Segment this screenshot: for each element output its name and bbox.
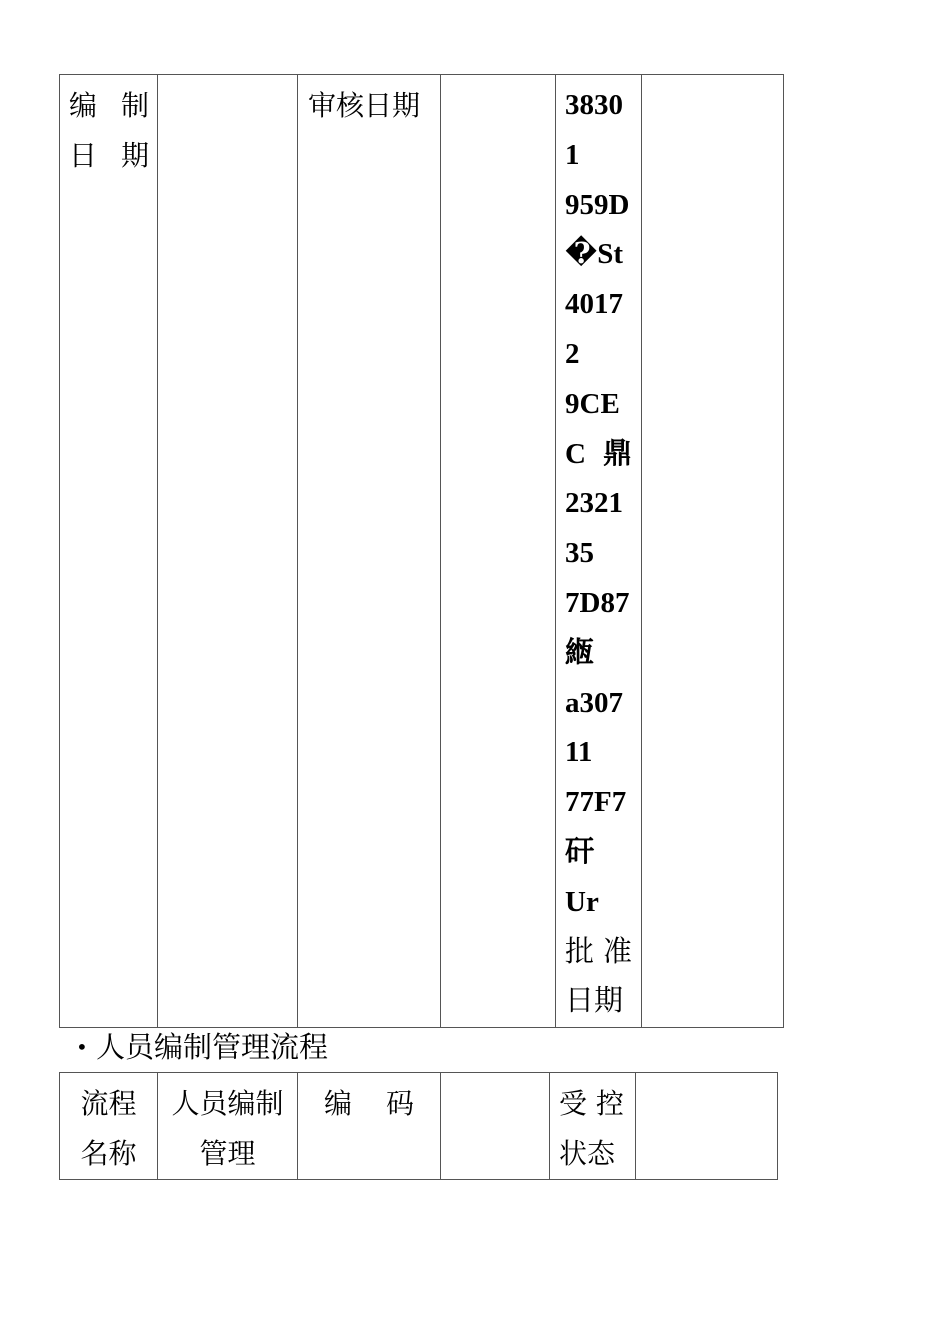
review-date-label-cell [298,75,441,1028]
process-name-label-cell [60,1073,158,1180]
code-line: 3830 [565,89,623,121]
review-date-value-cell [441,75,556,1028]
code-lines [556,75,641,1027]
control-status-label-cell [550,1073,636,1180]
approval-info-table [59,74,784,1028]
code-value [441,1073,549,1079]
code-line: C 鼎 [565,437,632,470]
control-status-label: 受 控 状态 [559,1087,624,1170]
code-line: 矸 [565,835,595,868]
compile-date-label-cell [60,75,158,1028]
approve-date-label-line1: 批 准 [565,935,632,968]
code-line: 4017 [565,288,623,321]
control-status-value [636,1073,777,1079]
process-info-table [59,1072,778,1180]
review-date-label: 审核日期 [308,89,421,122]
section-heading [76,1022,328,1072]
compile-date-value-cell [158,75,298,1028]
code-line: 9CE [565,387,620,420]
code-line: 緪 [565,636,595,669]
approve-date-label-line2: 日期 [565,985,624,1018]
code-value-cell [441,1073,550,1180]
compile-date-label: 编 制 日期 [69,89,149,172]
process-name-label: 流程 名称 [80,1087,137,1170]
code-line: 77F7 [565,786,627,819]
code-line: �St [565,238,624,271]
code-line: a307 [565,686,623,719]
code-line: 11 [565,736,593,769]
review-date-value [441,75,555,81]
approval-info-row [60,75,784,1028]
approve-date-value [642,75,783,81]
compile-date-value [158,75,297,81]
code-line: Ur [565,885,599,918]
code-line: 1 [565,138,580,171]
code-line: 2321 [565,487,623,520]
code-line: 35 [565,537,594,570]
section-title: 人员编制管理流程 [96,1030,329,1064]
code-line: 959D [565,188,630,221]
code-line: 2 [565,337,580,370]
code-label: 编 码 [324,1087,414,1120]
code-approval-cell [556,75,642,1028]
control-status-value-cell [636,1073,778,1180]
process-name-value-cell [158,1073,298,1180]
process-name-value: 人员编制 管理 [171,1087,284,1170]
approve-date-value-cell [642,75,784,1028]
bullet-icon: • [76,1035,88,1059]
code-label-cell [298,1073,441,1180]
process-info-row [60,1073,778,1180]
code-line: 7D87 [565,586,630,619]
